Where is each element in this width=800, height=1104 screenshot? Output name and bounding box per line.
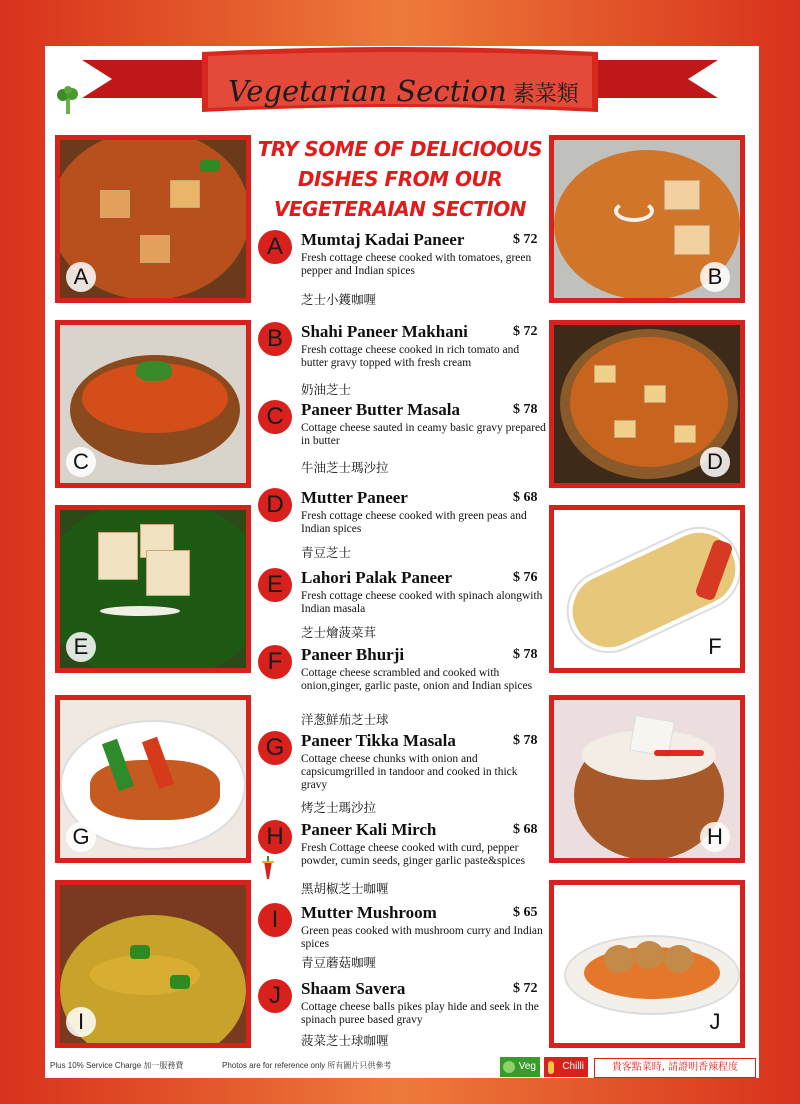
item-name-zh: 芝士燴菠菜茸 xyxy=(301,625,377,640)
item-name-zh: 芝士小鑊咖喱 xyxy=(301,292,377,307)
item-price: $ 72 xyxy=(513,232,538,247)
item-name: Paneer Kali Mirch xyxy=(301,820,437,839)
chili-icon xyxy=(262,856,274,880)
item-name: Mutter Mushroom xyxy=(301,903,437,922)
item-name-zh: 菠菜芝士球咖喱 xyxy=(301,1033,389,1048)
item-description: Cottage cheese scrambled and cooked with onion,ginger, garlic paste, onion and Indian spices xyxy=(301,667,533,692)
item-price: $ 65 xyxy=(513,905,538,920)
item-description: Fresh cottage cheese cooked with spinach alongwith Indian masala xyxy=(301,590,543,615)
item-description: Cottage cheese chunks with onion and capsicumgrilled in tandoor and cooked in thick gravy xyxy=(301,753,518,791)
menu-item-g xyxy=(258,731,548,817)
item-name: Paneer Bhurji xyxy=(301,645,405,664)
item-name: Mumtaj Kadai Paneer xyxy=(301,230,465,249)
menu-item-f xyxy=(258,645,548,731)
item-description: Green peas cooked with mushroom curry and Indian spices xyxy=(301,925,543,950)
photo-reference-note: Photos are for reference only 所有圖片只供參考 xyxy=(222,1061,392,1070)
item-letter-badge: C xyxy=(258,400,292,434)
chili-icon xyxy=(548,1061,554,1074)
menu-item-b xyxy=(258,322,548,397)
item-letter-badge: F xyxy=(258,645,292,679)
photo-i: I xyxy=(55,880,251,1048)
item-name-zh: 牛油芝士瑪沙拉 xyxy=(301,460,389,475)
photo-a: A xyxy=(55,135,251,303)
item-name: Lahori Palak Paneer xyxy=(301,568,453,587)
menu-item-e xyxy=(258,568,548,640)
item-name-zh: 黑胡椒芝士咖喱 xyxy=(301,881,389,896)
item-name-zh: 奶油芝士 xyxy=(301,382,352,397)
item-price: $ 72 xyxy=(513,981,538,996)
menu-item-j xyxy=(258,979,548,1051)
item-letter-badge: G xyxy=(258,731,292,765)
section-title: Vegetarian Section 素菜類 xyxy=(228,74,579,108)
item-letter-badge: A xyxy=(258,230,292,264)
item-price: $ 68 xyxy=(513,490,538,505)
menu-item-c xyxy=(258,400,548,480)
item-name-zh: 烤芝士瑪沙拉 xyxy=(301,800,377,815)
item-price: $ 76 xyxy=(513,570,538,585)
item-description: Cottage cheese balls pikes play hide and seek in the spinach puree based gravy xyxy=(301,1001,539,1026)
spice-level-note: 貴客點菜時, 請證明香辣程度 xyxy=(594,1058,756,1078)
item-description: Fresh Cottage cheese cooked with curd, pepper powder, cumin seeds, ginger garlic paste&spices xyxy=(301,842,526,867)
item-name-zh: 青豆蘑菇咖喱 xyxy=(301,955,377,970)
item-price: $ 78 xyxy=(513,733,538,748)
item-name-zh: 洋葱鮮茄芝士球 xyxy=(301,712,389,727)
item-description: Cottage cheese sauted in ceamy basic gravy prepared in butter xyxy=(301,422,546,447)
broccoli-icon xyxy=(55,86,81,116)
item-price: $ 68 xyxy=(513,822,538,837)
item-name-zh: 青豆芝士 xyxy=(301,545,352,560)
item-description: Fresh cottage cheese cooked with tomatoes, green pepper and Indian spices xyxy=(301,252,532,277)
photo-h: H xyxy=(549,695,745,863)
menu-item-i xyxy=(258,903,548,973)
item-letter-badge: J xyxy=(258,979,292,1013)
item-name: Paneer Butter Masala xyxy=(301,400,460,419)
photo-e: E xyxy=(55,505,251,673)
item-letter-badge: E xyxy=(258,568,292,602)
photo-d: D xyxy=(549,320,745,488)
photo-f: F xyxy=(549,505,745,673)
item-price: $ 72 xyxy=(513,324,538,339)
item-price: $ 78 xyxy=(513,647,538,662)
chilli-legend: Chilli xyxy=(544,1057,588,1077)
photo-b: B xyxy=(549,135,745,303)
photo-c: C xyxy=(55,320,251,488)
item-name: Shahi Paneer Makhani xyxy=(301,322,468,341)
item-name: Paneer Tikka Masala xyxy=(301,731,456,750)
broccoli-icon xyxy=(503,1061,515,1073)
photo-j: J xyxy=(549,880,745,1048)
item-letter-badge: B xyxy=(258,322,292,356)
menu-item-h xyxy=(258,820,548,898)
item-description: Fresh cottage cheese cooked with green peas and Indian spices xyxy=(301,510,527,535)
veg-legend: Veg xyxy=(500,1057,540,1077)
menu-item-a xyxy=(258,230,548,310)
menu-item-d xyxy=(258,488,548,560)
item-price: $ 78 xyxy=(513,402,538,417)
item-description: Fresh cottage cheese cooked in rich tomato and butter gravy topped with fresh cream xyxy=(301,344,520,369)
item-letter-badge: I xyxy=(258,903,292,937)
item-letter-badge: D xyxy=(258,488,292,522)
item-name: Mutter Paneer xyxy=(301,488,408,507)
promo-headline: TRY SOME OF DELICIOOUS DISHES FROM OUR VEGETERAIAN SECTION xyxy=(257,137,543,221)
photo-g: G xyxy=(55,695,251,863)
item-letter-badge: H xyxy=(258,820,292,854)
service-charge-note: Plus 10% Service Charge 加一服務費 xyxy=(50,1061,184,1070)
item-name: Shaam Savera xyxy=(301,979,406,998)
